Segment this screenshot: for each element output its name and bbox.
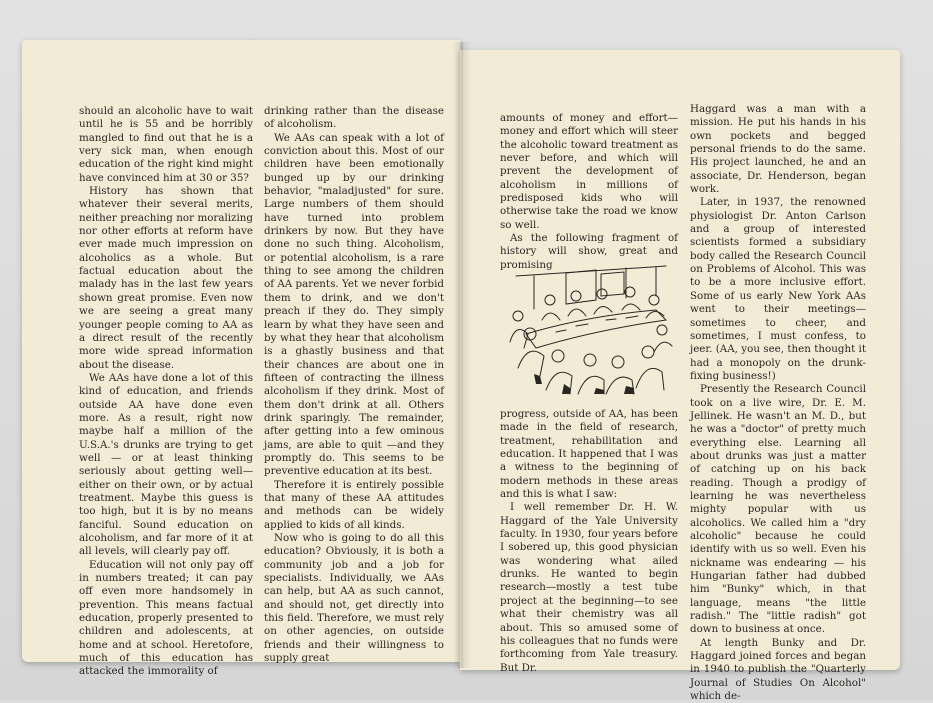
- paragraph: Now who is going to do all this education? Obviously, it is both a community job and a job for specialists. Individually, we AAs can help, but AA as such cannot, and should not, get directly into this field. Therefore, we must rely on other agencies, on outside friends and their willingness to supply great: [264, 532, 444, 665]
- paragraph: At length Bunky and Dr. Haggard joined forces and began in 1940 to publish the "Quarterly Journal of Studies On Alcohol" which de-: [690, 636, 866, 703]
- paragraph: amounts of money and effort— money and effort which will steer the alcoholic toward treatment as never before, and which will prevent the development of alcoholism in millions of predisposed kids who will otherwise take the road we know so well.: [500, 112, 678, 231]
- paragraph: Later, in 1937, the renowned physiologist Dr. Anton Carlson and a group of interested scientists formed a subsidiary body called the Research Council on Problems of Alcohol. This was to be a more inclusive effort. Some of us early New York AAs went to their meetings—sometimes to cheer, and sometimes, I must confess, to jeer. (AA, you see, then thought it had a monopoly on the drunk-fixing business!): [690, 196, 866, 382]
- right-page-column-1-bottom: [500, 408, 678, 675]
- right-page-column-2: [690, 103, 866, 703]
- paragraph: History has shown that whatever their several merits, neither preaching nor moralizing nor other efforts at reform have ever made much impression on alcoholics as a whole. But factual education about the malady has in the last few years shown great promise. Even now we are seeing a great many younger people coming to AA as a direct result of the recently more wide spread information about the disease.: [79, 185, 253, 371]
- paragraph: As the following fragment of history will show, great and promising: [500, 232, 678, 271]
- right-page-column-1-top: [500, 112, 678, 272]
- paragraph: Education will not only pay off in numbers treated; it can pay off even more handsomely in prevention. This means factual education, properly presented to children and adolescents, at home and at school. Heretofore, much of this education has attacked the immorality of: [79, 558, 253, 678]
- left-page-column-1: [79, 105, 253, 679]
- book-spine: [452, 42, 472, 668]
- paragraph: Haggard was a man with a mission. He put his hands in his own pockets and begged personal friends to do the same. His project launched, he and an associate, Dr. Henderson, began work.: [690, 103, 866, 196]
- paragraph: Therefore it is entirely possible that many of these AA attitudes and methods can be widely applied to kids of all kinds.: [264, 478, 444, 531]
- paragraph: should an alcoholic have to wait until he is 55 and be horribly mangled to find out that he is a very sick man, when enough education of the right kind might have convinced him at 30 or 35?: [79, 105, 253, 184]
- paragraph: We AAs have done a lot of this kind of education, and friends outside AA have done even more. As a result, right now maybe half a million of the U.S.A.'s drunks are trying to get well — or at least thinking seriously about getting well—either on their own, or by actual treatment. Maybe this guess is too high, but it is by no means fanciful. Sound education on alcoholism, and far more of it at all levels, will clearly pay off.: [79, 371, 253, 558]
- paragraph: progress, outside of AA, has been made in the field of research, treatment, rehabilitation and education. It happened that I was a witness to the beginning of modern methods in these areas and this is what I saw:: [500, 408, 678, 501]
- left-page-column-2: [264, 105, 444, 665]
- paragraph: Presently the Research Council took on a live wire, Dr. E. M. Jellinek. He wasn't an M. D., but he was a "doctor" of pretty much everything else. Learning all about drunks was just a matter of catching up on his back reading. Though a prodigy of learning he was nevertheless mighty popular with us alcoholics. We called him a "dry alcoholic" because he could identify with us so well. Even his nickname was endearing — his Hungarian father had dubbed him "Bunky" which, in that language, means "the little radish." The "little radish" got down to business at once.: [690, 383, 866, 636]
- paragraph: We AAs can speak with a lot of conviction about this. Most of our children have been emotionally bunged up by our drinking behavior, "maladjusted" for sure. Large numbers of them should have turned into problem drinkers by now. But they have done no such thing. Alcoholism, or potential alcoholism, is a rare thing to see among the children of AA parents. Yet we never forbid them to drink, and we don't preach if they do. They simply learn by what they have seen and by what they hear that alcoholism is a ghastly business and that their chances are about one in fifteen of contracting the illness alcoholism if they drink. Most of them don't drink at all. Others drink sparingly. The remainder, after getting into a few ominous jams, are able to quit —and they promptly do. This seems to be preventive education at its best.: [264, 131, 444, 478]
- paragraph: I well remember Dr. H. W. Haggard of the Yale University faculty. In 1930, four years before I sobered up, this good physician was wondering what ailed drunks. He wanted to begin research—mostly a test tube project at the beginning—to see what their chemistry was all about. This so amused some of his colleagues that no funds were forthcoming from Yale treasury. But Dr.: [500, 501, 678, 674]
- meeting-illustration: [506, 264, 676, 396]
- paragraph: drinking rather than the disease of alcoholism.: [264, 105, 444, 131]
